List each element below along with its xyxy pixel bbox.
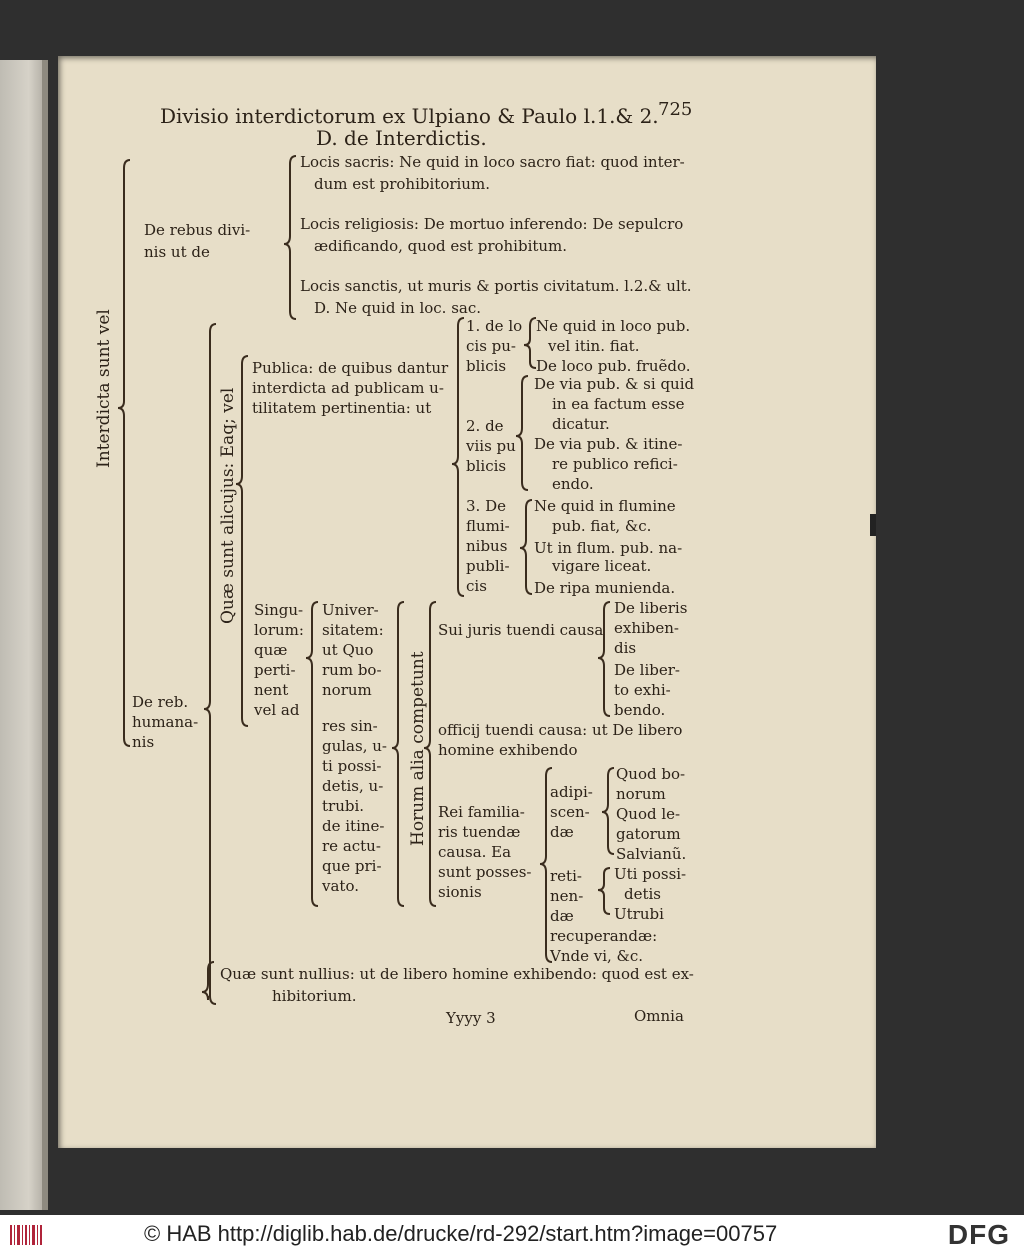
flumina-item-1: Ne quid in flumine [534, 497, 676, 515]
sui-juris-item-3: dis [614, 639, 637, 657]
loci-item-3: De loco pub. fruẽdo. [536, 357, 691, 375]
res-line-5: trubi. [322, 797, 365, 815]
divine-label-2: nis ut de [144, 243, 210, 261]
adip-item-1: Quod bo- [616, 765, 686, 783]
divine-item-2a: Locis religiosis: De mortuo inferendo: De sepulcro [300, 215, 684, 233]
rei-line-4: sunt posses- [438, 863, 532, 881]
viae-item-5: re publico refici- [552, 455, 678, 473]
singulorum-line-2: lorum: [254, 621, 304, 639]
viae-label-1: 2. de [466, 417, 504, 435]
copyright-credit: © HAB http://diglib.hab.de/drucke/rd-292/start.htm?image=00757 [144, 1221, 778, 1246]
viae-label-2: viis pu [466, 437, 516, 455]
publica-line-2: interdicta ad publicam u- [252, 379, 444, 397]
divine-item-2b: ædificando, quod est prohibitum. [314, 237, 568, 255]
loci-item-1: Ne quid in loco pub. [536, 317, 691, 335]
singulorum-line-4: perti- [254, 661, 296, 679]
res-line-6: de itine- [322, 817, 385, 835]
loci-label-3: blicis [466, 357, 507, 375]
viae-item-1: De via pub. & si quid [534, 375, 695, 393]
human-label-2: humana- [132, 713, 199, 731]
universitatem-3: ut Quo [322, 641, 374, 659]
adip-item-4: gatorum [616, 825, 681, 843]
flumina-label-1: 3. De [466, 497, 506, 515]
flumina-item-4: vigare liceat. [552, 557, 652, 575]
universitatem-1: Univer- [322, 601, 379, 619]
catchword: Omnia [634, 1007, 684, 1025]
ret-item-3: Utrubi [614, 905, 664, 923]
divine-item-3b: D. Ne quid in loc. sac. [314, 299, 482, 317]
rei-line-3: causa. Ea [438, 843, 512, 861]
human-label-1: De reb. [132, 693, 189, 711]
nullius-line-2: hibitorium. [272, 987, 357, 1005]
singulorum-line-6: vel ad [254, 701, 300, 719]
publica-line-1: Publica: de quibus dantur [252, 359, 449, 377]
horum-vertical-label: Horum alia competunt [408, 651, 428, 846]
divine-item-1a: Locis sacris: Ne quid in loco sacro fiat: quod inter- [300, 153, 685, 171]
res-line-1: res sin- [322, 717, 378, 735]
officii-line-2: homine exhibendo [438, 741, 578, 759]
sui-juris-item-6: bendo. [614, 701, 666, 719]
universitatem-5: norum [322, 681, 372, 699]
loci-label-2: cis pu- [466, 337, 516, 355]
divine-item-1b: dum est prohibitorium. [314, 175, 490, 193]
singulorum-line-3: quæ [254, 641, 288, 659]
sui-juris-item-2: exhiben- [614, 619, 680, 637]
adipiscendae-3: dæ [550, 823, 574, 841]
singulorum-line-1: Singu- [254, 601, 304, 619]
recuperandae-1: recuperandæ: [550, 927, 658, 945]
viae-item-4: De via pub. & itine- [534, 435, 683, 453]
viae-item-2: in ea factum esse [552, 395, 685, 413]
viae-label-3: blicis [466, 457, 507, 475]
loci-label-1: 1. de lo [466, 317, 523, 335]
universitatem-2: sitatem: [322, 621, 384, 639]
human-label-3: nis [132, 733, 155, 751]
page-title: Divisio interdictorum ex Ulpiano & Paulo l.1.& 2. [160, 104, 659, 128]
dfg-logo: DFG [947, 1219, 1010, 1250]
universitatem-4: rum bo- [322, 661, 382, 679]
flumina-item-5: De ripa munienda. [534, 579, 676, 597]
page-edge-mark [870, 514, 876, 536]
retinendae-3: dæ [550, 907, 574, 925]
sui-juris-item-4: De liber- [614, 661, 680, 679]
publica-line-3: tilitatem pertinentia: ut [252, 399, 432, 417]
sui-juris-item-1: De liberis [614, 599, 688, 617]
quae-vertical-label: Quæ sunt alicujus: Eaq; vel [218, 387, 238, 624]
barcode-icon [8, 1221, 44, 1249]
sui-juris-label: Sui juris tuendi causa [438, 621, 604, 639]
rei-line-1: Rei familia- [438, 803, 525, 821]
divine-label-1: De rebus divi- [144, 221, 251, 239]
flumina-item-2: pub. fiat, &c. [552, 517, 652, 535]
page-number: 725 [658, 99, 693, 120]
nullius-line-1: Quæ sunt nullius: ut de libero homine exhibendo: quod est ex- [220, 965, 694, 983]
book-page [58, 56, 876, 1148]
adipiscendae-2: scen- [550, 803, 590, 821]
divine-item-3a: Locis sanctis, ut muris & portis civitatum. l.2.& ult. [300, 277, 692, 295]
adjacent-book-edge [0, 60, 48, 1210]
flumina-label-2: flumi- [466, 517, 510, 535]
rei-line-2: ris tuendæ [438, 823, 521, 841]
ret-item-1: Uti possi- [614, 865, 687, 883]
retinendae-2: nen- [550, 887, 584, 905]
res-line-4: detis, u- [322, 777, 384, 795]
ret-item-2: detis [624, 885, 662, 903]
res-line-8: que pri- [322, 857, 382, 875]
signature-mark: Yyyy 3 [446, 1009, 496, 1027]
res-line-9: vato. [322, 877, 359, 895]
adip-item-3: Quod le- [616, 805, 681, 823]
flumina-label-4: publi- [466, 557, 510, 575]
flumina-label-5: cis [466, 577, 487, 595]
res-line-2: gulas, u- [322, 737, 387, 755]
main-vertical-label: Interdicta sunt vel [94, 309, 114, 468]
officii-line-1: officij tuendi causa: ut De libero [438, 721, 683, 739]
viae-item-3: dicatur. [552, 415, 610, 433]
res-line-7: re actu- [322, 837, 381, 855]
adipiscendae-1: adipi- [550, 783, 593, 801]
singulorum-line-5: nent [254, 681, 289, 699]
flumina-label-3: nibus [466, 537, 508, 555]
adip-item-5: Salvianũ. [616, 845, 687, 863]
page-subtitle: D. de Interdictis. [316, 126, 487, 150]
footer-bar [0, 1215, 1024, 1255]
sui-juris-item-5: to exhi- [614, 681, 671, 699]
retinendae-1: reti- [550, 867, 582, 885]
viae-item-6: endo. [552, 475, 594, 493]
adip-item-2: norum [616, 785, 666, 803]
recuperandae-2: Vnde vi, &c. [550, 947, 644, 965]
flumina-item-3: Ut in flum. pub. na- [534, 539, 683, 557]
loci-item-2: vel itin. fiat. [548, 337, 640, 355]
rei-line-5: sionis [438, 883, 482, 901]
res-line-3: ti possi- [322, 757, 382, 775]
